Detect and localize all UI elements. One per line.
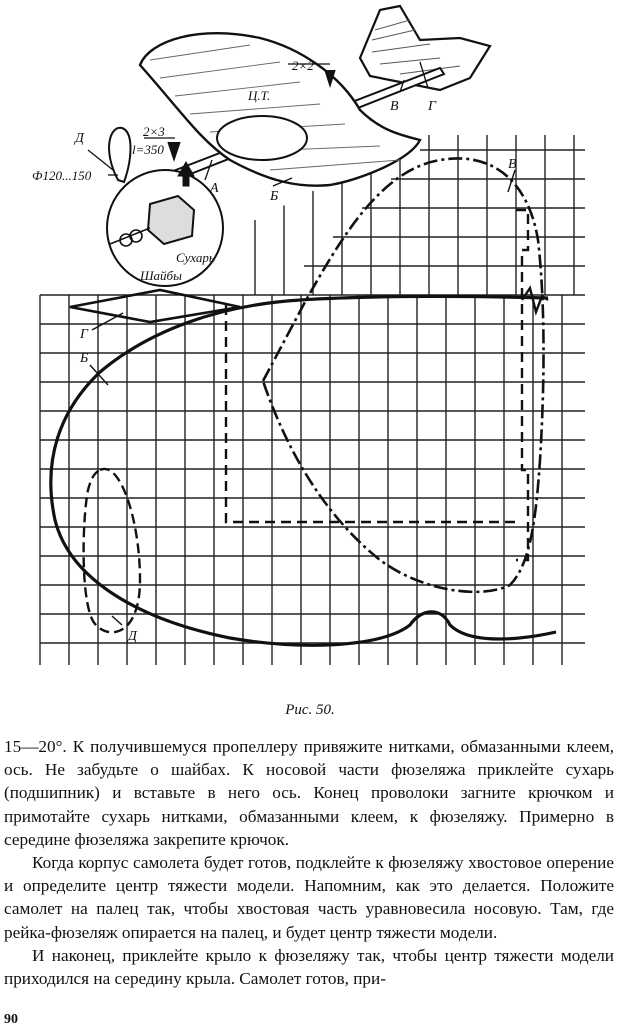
label-washers: Шайбы [140, 268, 182, 283]
label-b-top: Б [270, 189, 279, 204]
label-a: А [210, 181, 219, 196]
figure-caption: Рис. 50. [285, 702, 335, 718]
leader-g [92, 313, 123, 330]
propeller-blade [109, 128, 130, 182]
paragraph-2: Когда корпус самолета будет готов, подклейте к фюзеляжу хвостовое оперение и определите центр тяжести модели. Напомним, как это делается. Положите самолет на палец так, чтобы хвостовая часть уравновесила носовую. Там, где рейка-фюзеляж опирается на палец, и будет центр тяжести модели. [4, 853, 614, 942]
paragraph-3: И наконец, приклейте крыло к фюзеляжу так, чтобы центр тяжести модели приходился на середину крыла. Самолет готов, при- [4, 945, 614, 989]
label-prop-diameter: Ф120...150 [32, 168, 92, 183]
label-d-top: Д [75, 131, 84, 146]
bearing-block [148, 196, 194, 244]
leader-v [508, 170, 515, 192]
arrow-2x3 [168, 142, 180, 160]
label-v-pattern: В [508, 157, 517, 172]
label-v-top: В [390, 99, 399, 114]
leader-d [112, 616, 122, 625]
label-b-pattern: Б [80, 351, 89, 366]
wing-cutout [217, 116, 307, 160]
label-length: l=350 [132, 142, 164, 157]
label-2x3: 2×3 [143, 124, 165, 139]
label-ct: Ц.Т. [248, 88, 271, 103]
body-text [4, 735, 614, 990]
label-g-pattern: Г [80, 327, 88, 342]
label-bearing: Сухарь [176, 250, 215, 265]
label-g-top: Г [428, 99, 436, 114]
page-number: 90 [4, 1012, 18, 1027]
label-d-pattern: Д [128, 629, 137, 644]
pattern-d-propeller [84, 469, 140, 632]
paragraph-1: 15—20°. К получившемуся пропеллеру привяжите нитками, обмазанными клеем, ось. Не забудьте о шайбах. К носовой части фюзеляжа приклейте сухарь (подшипник) и вставьте в него ось. Конец проволоки загните крючком и примотайте сухарь нитками, обмазанными клеем, к фюзеляжу. Примерно в середине фюзеляжа закрепите крючок. [4, 737, 614, 849]
label-2x2: 2×2 [292, 58, 314, 73]
